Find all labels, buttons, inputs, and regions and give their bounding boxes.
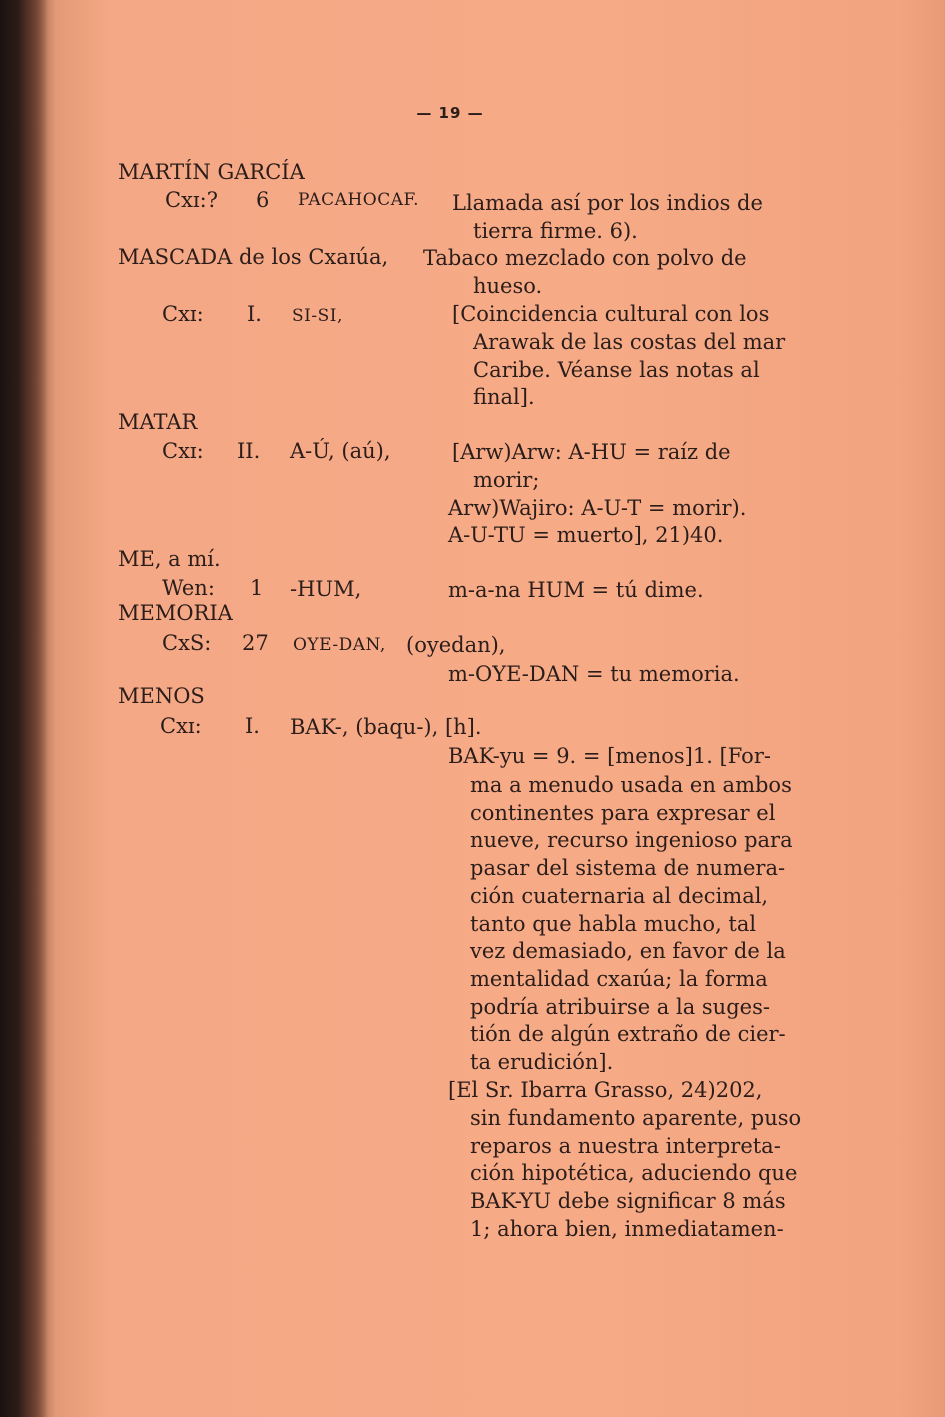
entry-note-line: ción cuaternaria al decimal, — [470, 884, 769, 908]
entry-source: Cxɪ: — [162, 302, 204, 326]
entry-number: I. — [245, 714, 260, 738]
entry-note-line: [Arw)Arw: A-HU = raíz de — [452, 440, 731, 464]
entry-number: 6 — [256, 188, 270, 212]
entry-word: SI-SI, — [292, 306, 343, 326]
entry-note-line: mentalidad cxaɪúa; la forma — [470, 967, 768, 991]
entry-note-line: ta erudición]. — [470, 1050, 614, 1074]
entry-source: CxS: — [162, 631, 212, 655]
entry-word: OYE-DAN, — [293, 635, 386, 655]
entry-note-line: [El Sr. Ibarra Grasso, 24)202, — [448, 1078, 763, 1102]
entry-gloss-line: Llamada así por los indios de — [452, 191, 763, 215]
entry-note-line: podría atribuirse a la suges- — [470, 995, 770, 1019]
book-spine-shadow — [0, 0, 48, 1417]
entry-source: Wen: — [162, 576, 215, 600]
entry-head-me: ME, a mí. — [118, 547, 221, 571]
entry-note-line: reparos a nuestra interpreta- — [470, 1134, 781, 1158]
entry-gloss-line: m-OYE-DAN = tu memoria. — [448, 662, 740, 686]
entry-note-line: tión de algún extraño de cier- — [470, 1022, 786, 1046]
entry-number: 27 — [242, 631, 269, 655]
page-number: — 19 — — [416, 104, 484, 122]
entry-note-line: A-U-TU = muerto], 21)40. — [448, 523, 724, 547]
entry-gloss-line: hueso. — [473, 274, 543, 298]
entry-word: BAK-, (baqu-), [h]. — [290, 715, 482, 739]
entry-note-line: BAK-yu = 9. = [menos]1. [For- — [448, 744, 771, 768]
entry-alt-form: (oyedan), — [406, 633, 506, 657]
entry-source: Cxɪ: — [162, 439, 204, 463]
entry-note-line: continentes para expresar el — [470, 801, 776, 825]
entry-head-menos: MENOS — [118, 684, 205, 708]
entry-word: A-Ú, (aú), — [290, 439, 391, 463]
entry-note-line: ma a menudo usada en ambos — [470, 773, 792, 797]
entry-note-line: 1; ahora bien, inmediatamen- — [470, 1217, 784, 1241]
entry-number: 1 — [250, 576, 264, 600]
entry-head-matar: MATAR — [118, 410, 198, 434]
entry-source: Cxɪ: — [160, 714, 202, 738]
entry-head-martin-garcia: MARTÍN GARCÍA — [118, 160, 305, 184]
entry-note-line: final]. — [473, 385, 535, 409]
entry-note-line: tanto que habla mucho, tal — [470, 912, 757, 936]
entry-head-memoria: MEMORIA — [118, 601, 233, 625]
entry-gloss-line: tierra firme. 6). — [473, 219, 638, 243]
entry-note-line: nueve, recurso ingenioso para — [470, 828, 793, 852]
entry-head-mascada: MASCADA de los Cxaɪúa, — [118, 245, 389, 269]
entry-gloss-line: m-a-na HUM = tú dime. — [448, 578, 704, 602]
entry-word: -HUM, — [290, 577, 362, 601]
entry-note-line: pasar del sistema de numera- — [470, 856, 786, 880]
entry-source: Cxɪ:? — [165, 188, 218, 212]
entry-note-line: ción hipotética, aduciendo que — [470, 1161, 798, 1185]
entry-note-line: morir; — [473, 468, 540, 492]
entry-number: I. — [247, 302, 262, 326]
entry-note-line: vez demasiado, en favor de la — [470, 939, 786, 963]
entry-note-line: Arw)Wajiro: A-U-T = morir). — [448, 496, 747, 520]
entry-note-line: sin fundamento aparente, puso — [470, 1106, 802, 1130]
entry-note-line: [Coincidencia cultural con los — [452, 302, 770, 326]
entry-gloss-line: Tabaco mezclado con polvo de — [423, 246, 747, 270]
entry-note-line: Caribe. Véanse las notas al — [473, 358, 760, 382]
entry-note-line: Arawak de las costas del mar — [473, 330, 786, 354]
entry-number: II. — [237, 439, 261, 463]
entry-word: PACAHOCAF. — [298, 190, 420, 210]
entry-note-line: BAK-YU debe significar 8 más — [470, 1189, 786, 1213]
